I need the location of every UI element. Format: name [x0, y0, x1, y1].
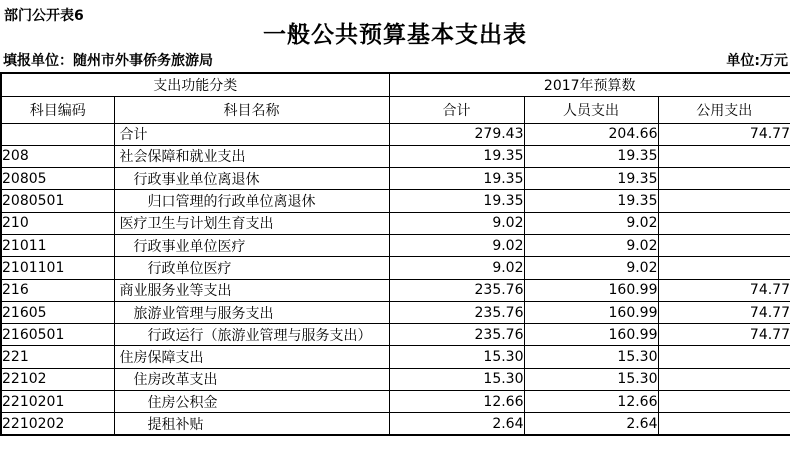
table-row — [1, 145, 790, 167]
cell-personnel-expense: 9.02 — [524, 257, 658, 279]
table-row — [1, 368, 790, 390]
cell-total: 9.02 — [389, 212, 524, 234]
cell-subject-name: 住房公积金 — [114, 391, 389, 413]
cell-subject-name: 住房改革支出 — [114, 368, 389, 390]
cell-public-expense — [658, 257, 790, 279]
cell-public-expense — [658, 212, 790, 234]
cell-subject-name: 医疗卫生与计划生育支出 — [114, 212, 389, 234]
cell-personnel-expense: 9.02 — [524, 234, 658, 256]
cell-subject-name: 住房保障支出 — [114, 346, 389, 368]
cell-subject-code: 22102 — [1, 368, 114, 390]
cell-subject-code: 2210202 — [1, 413, 114, 435]
cell-public-expense — [658, 368, 790, 390]
cell-total: 15.30 — [389, 346, 524, 368]
cell-total: 279.43 — [389, 123, 524, 145]
meta-row — [0, 51, 790, 70]
cell-total: 15.30 — [389, 368, 524, 390]
cell-subject-name: 旅游业管理与服务支出 — [114, 301, 389, 323]
table-number-label: 部门公开表6 — [4, 8, 84, 24]
table-row — [1, 279, 790, 301]
table-row — [1, 346, 790, 368]
cell-subject-code: 216 — [1, 279, 114, 301]
cell-personnel-expense: 19.35 — [524, 145, 658, 167]
cell-total: 12.66 — [389, 391, 524, 413]
table-row — [1, 391, 790, 413]
budget-table — [0, 72, 790, 436]
header-columns-row — [1, 96, 790, 123]
cell-public-expense — [658, 168, 790, 190]
cell-subject-name: 行政事业单位医疗 — [114, 234, 389, 256]
cell-subject-name: 提租补贴 — [114, 413, 389, 435]
cell-subject-code: 2080501 — [1, 190, 114, 212]
reporting-unit-label: 填报单位：随州市外事侨务旅游局 — [3, 53, 213, 69]
cell-subject-name: 合计 — [114, 123, 389, 145]
cell-total: 9.02 — [389, 257, 524, 279]
header-public-expense: 公用支出 — [658, 96, 790, 123]
cell-subject-code: 21011 — [1, 234, 114, 256]
cell-subject-name: 商业服务业等支出 — [114, 279, 389, 301]
cell-personnel-expense: 2.64 — [524, 413, 658, 435]
header-personnel: 人员支出 — [524, 96, 658, 123]
page-title: 一般公共预算基本支出表 — [263, 22, 527, 48]
table-row — [1, 324, 790, 346]
table-header — [1, 73, 790, 123]
cell-personnel-expense: 160.99 — [524, 279, 658, 301]
cell-total: 19.35 — [389, 168, 524, 190]
table-row — [1, 212, 790, 234]
cell-public-expense — [658, 391, 790, 413]
cell-public-expense — [658, 346, 790, 368]
table-row — [1, 168, 790, 190]
cell-subject-code: 20805 — [1, 168, 114, 190]
header-budget-2017: 2017年预算数 — [389, 73, 790, 96]
cell-personnel-expense: 19.35 — [524, 190, 658, 212]
cell-public-expense: 74.77 — [658, 324, 790, 346]
table-row — [1, 190, 790, 212]
cell-personnel-expense: 204.66 — [524, 123, 658, 145]
cell-personnel-expense: 19.35 — [524, 168, 658, 190]
cell-public-expense — [658, 234, 790, 256]
cell-subject-code — [1, 123, 114, 145]
cell-total: 9.02 — [389, 234, 524, 256]
table-row — [1, 301, 790, 323]
cell-subject-code: 2210201 — [1, 391, 114, 413]
table-row — [1, 123, 790, 145]
cell-personnel-expense: 9.02 — [524, 212, 658, 234]
cell-personnel-expense: 160.99 — [524, 301, 658, 323]
cell-subject-code: 2160501 — [1, 324, 114, 346]
cell-total: 235.76 — [389, 279, 524, 301]
cell-personnel-expense: 12.66 — [524, 391, 658, 413]
cell-total: 19.35 — [389, 190, 524, 212]
header-subject-name: 科目名称 — [114, 96, 389, 123]
table-row — [1, 413, 790, 435]
cell-public-expense — [658, 145, 790, 167]
cell-subject-code: 2101101 — [1, 257, 114, 279]
cell-subject-code: 21605 — [1, 301, 114, 323]
cell-total: 2.64 — [389, 413, 524, 435]
cell-public-expense: 74.77 — [658, 123, 790, 145]
cell-subject-name: 行政单位医疗 — [114, 257, 389, 279]
cell-personnel-expense: 160.99 — [524, 324, 658, 346]
cell-public-expense: 74.77 — [658, 279, 790, 301]
cell-public-expense — [658, 413, 790, 435]
cell-subject-name: 行政事业单位离退休 — [114, 168, 389, 190]
cell-subject-name: 归口管理的行政单位离退休 — [114, 190, 389, 212]
table-row — [1, 234, 790, 256]
header-subject-code: 科目编码 — [1, 96, 114, 123]
cell-subject-name: 行政运行（旅游业管理与服务支出） — [114, 324, 389, 346]
header-total: 合计 — [389, 96, 524, 123]
cell-subject-code: 210 — [1, 212, 114, 234]
cell-subject-code: 208 — [1, 145, 114, 167]
header-function-classification: 支出功能分类 — [1, 73, 389, 96]
cell-public-expense: 74.77 — [658, 301, 790, 323]
cell-subject-name: 社会保障和就业支出 — [114, 145, 389, 167]
cell-personnel-expense: 15.30 — [524, 346, 658, 368]
table-row — [1, 257, 790, 279]
header-group-row — [1, 73, 790, 96]
cell-total: 19.35 — [389, 145, 524, 167]
table-body — [1, 123, 790, 435]
unit-label: 单位:万元 — [726, 53, 788, 69]
cell-public-expense — [658, 190, 790, 212]
cell-personnel-expense: 15.30 — [524, 368, 658, 390]
cell-subject-code: 221 — [1, 346, 114, 368]
cell-total: 235.76 — [389, 324, 524, 346]
cell-total: 235.76 — [389, 301, 524, 323]
